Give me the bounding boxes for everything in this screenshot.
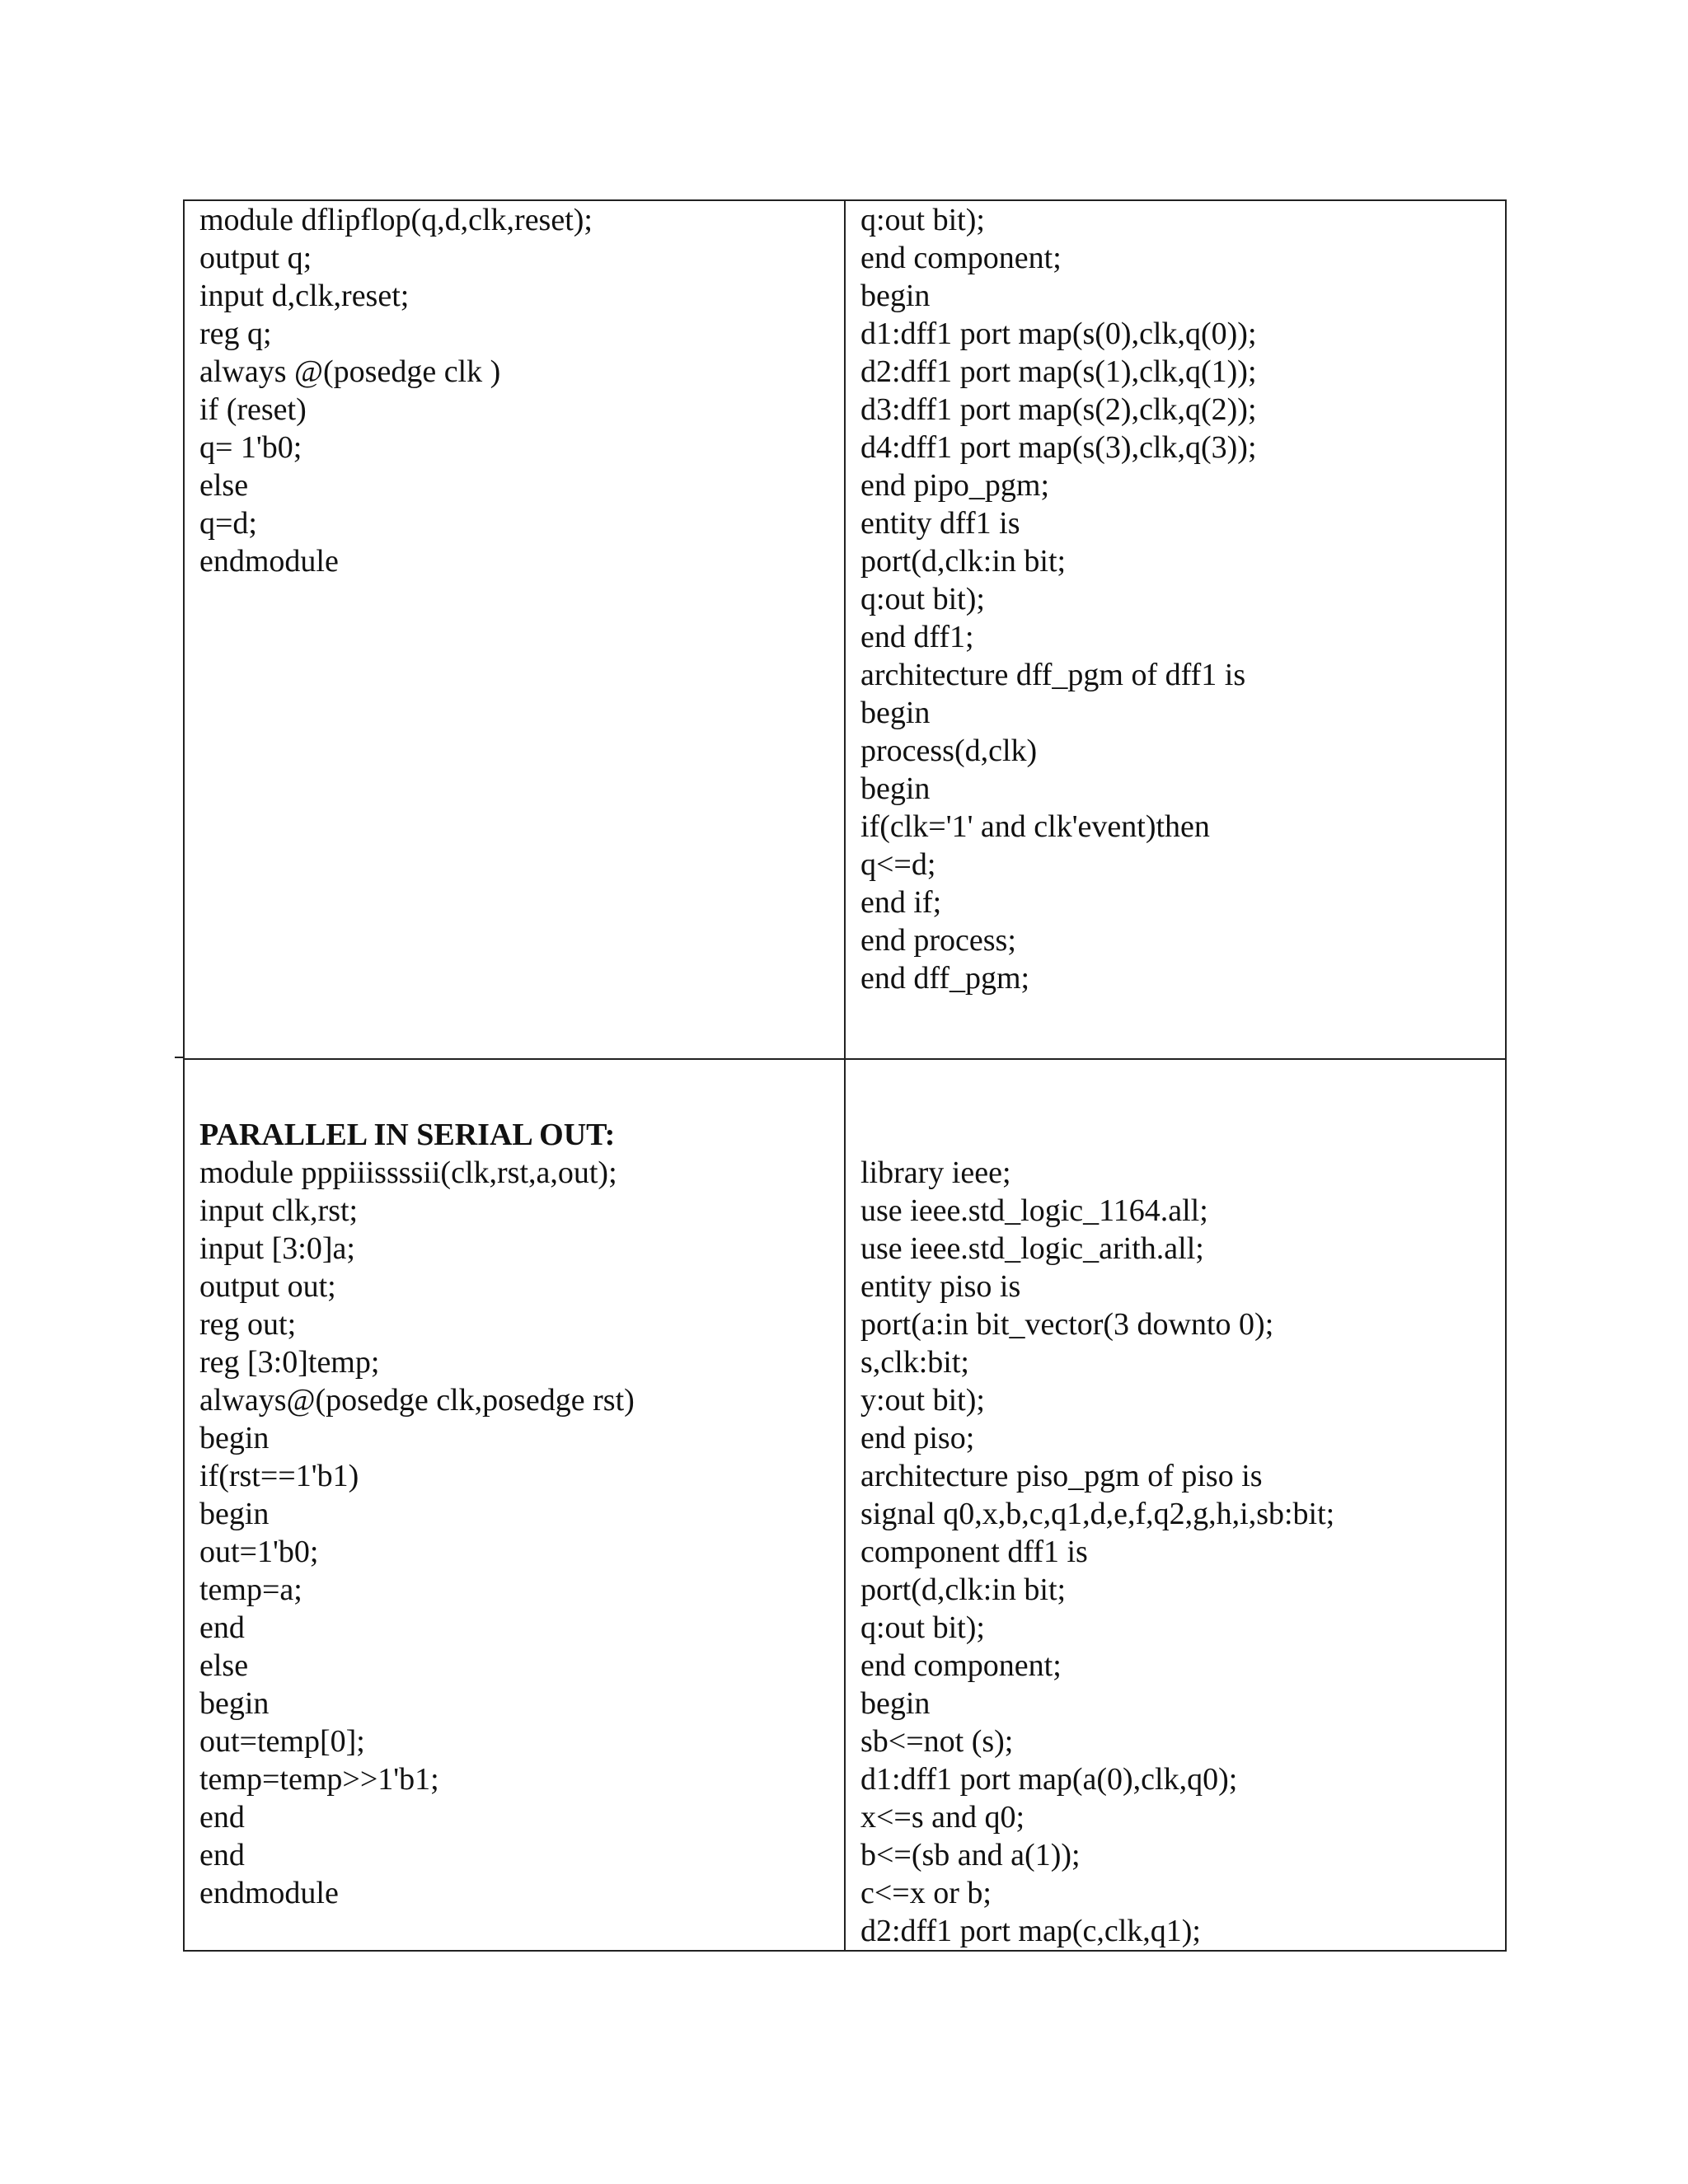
code-line: end piso; [860,1421,975,1455]
code-line: begin [199,1686,270,1721]
code-line: q:out bit); [860,1610,985,1645]
code-line: module pppiiissssii(clk,rst,a,out); [199,1155,617,1190]
code-line: d1:dff1 port map(s(0),clk,q(0)); [860,316,1257,351]
code-line: q=d; [199,506,257,541]
code-line: use ieee.std_logic_arith.all; [860,1231,1204,1266]
code-line: b<=(sb and a(1)); [860,1838,1081,1872]
code-line: process(d,clk) [860,733,1038,768]
code-line: d4:dff1 port map(s(3),clk,q(3)); [860,430,1257,465]
cell-vhdl-piso [845,1059,1506,1951]
code-line: begin [860,771,931,806]
table-row [184,1059,1506,1951]
code-line: temp=a; [199,1572,302,1607]
code-line: x<=s and q0; [860,1800,1025,1835]
code-line: input d,clk,reset; [199,279,410,313]
code-line: output q; [199,241,312,275]
code-line: begin [860,279,931,313]
code-line: d2:dff1 port map(s(1),clk,q(1)); [860,354,1257,389]
code-line: end [199,1800,245,1835]
code-line: reg q; [199,316,272,351]
code-line: use ieee.std_logic_1164.all; [860,1193,1208,1228]
code-line: if (reset) [199,392,307,427]
code-line: input [3:0]a; [199,1231,355,1266]
cell-verilog-dflipflop [184,200,845,1059]
code-line: input clk,rst; [199,1193,359,1228]
code-block-vhdl-pipo [846,201,1505,997]
code-block-vhdl-piso [846,1060,1505,1950]
code-line: d1:dff1 port map(a(0),clk,q0); [860,1762,1238,1797]
cell-verilog-piso [184,1059,845,1951]
code-line: always@(posedge clk,posedge rst) [199,1383,635,1418]
table-divider-stub [175,1057,185,1058]
code-line: end if; [860,885,942,920]
code-line: reg out; [199,1307,297,1342]
code-line: port(a:in bit_vector(3 downto 0); [860,1307,1274,1342]
section-heading: PARALLEL IN SERIAL OUT: [199,1118,616,1152]
code-line: module dflipflop(q,d,clk,reset); [199,203,593,237]
code-block-verilog-piso [185,1060,844,1912]
code-line: end [199,1838,245,1872]
code-line: end dff1; [860,620,974,654]
code-line: architecture dff_pgm of dff1 is [860,658,1246,692]
code-line: if(rst==1'b1) [199,1459,359,1493]
code-line: q<=d; [860,847,936,882]
code-line: q= 1'b0; [199,430,302,465]
code-line: else [199,1648,249,1683]
code-line: architecture piso_pgm of piso is [860,1459,1263,1493]
code-line: begin [860,696,931,730]
code-line: entity piso is [860,1269,1021,1304]
cell-vhdl-pipo [845,200,1506,1059]
code-line: port(d,clk:in bit; [860,1572,1067,1607]
code-line: c<=x or b; [860,1876,992,1910]
code-line: s,clk:bit; [860,1345,969,1380]
code-line: end process; [860,923,1016,958]
code-line: always @(posedge clk ) [199,354,501,389]
code-line: endmodule [199,1876,339,1910]
code-line: port(d,clk:in bit; [860,544,1067,579]
code-line: sb<=not (s); [860,1724,1014,1759]
code-line: d3:dff1 port map(s(2),clk,q(2)); [860,392,1257,427]
code-line: out=1'b0; [199,1535,319,1569]
code-block-verilog-dff [185,201,844,580]
code-line: reg [3:0]temp; [199,1345,380,1380]
code-line: signal q0,x,b,c,q1,d,e,f,q2,g,h,i,sb:bit; [860,1497,1335,1531]
code-line: library ieee; [860,1155,1011,1190]
code-line: end component; [860,241,1062,275]
code-line: begin [199,1497,270,1531]
code-line: entity dff1 is [860,506,1020,541]
code-line: begin [199,1421,270,1455]
code-line: else [199,468,249,503]
code-line: end [199,1610,245,1645]
code-line: endmodule [199,544,339,579]
code-line: end component; [860,1648,1062,1683]
code-line: end dff_pgm; [860,961,1030,996]
code-line: y:out bit); [860,1383,985,1418]
code-line: begin [860,1686,931,1721]
code-line: q:out bit); [860,582,985,616]
code-line: temp=temp>>1'b1; [199,1762,439,1797]
code-line: end pipo_pgm; [860,468,1050,503]
code-line: component dff1 is [860,1535,1088,1569]
code-line: out=temp[0]; [199,1724,365,1759]
code-line: d2:dff1 port map(c,clk,q1); [860,1914,1201,1948]
code-line: output out; [199,1269,336,1304]
table-row [184,200,1506,1059]
code-line: q:out bit); [860,203,985,237]
code-line: if(clk='1' and clk'event)then [860,809,1210,844]
code-table [183,199,1507,1952]
